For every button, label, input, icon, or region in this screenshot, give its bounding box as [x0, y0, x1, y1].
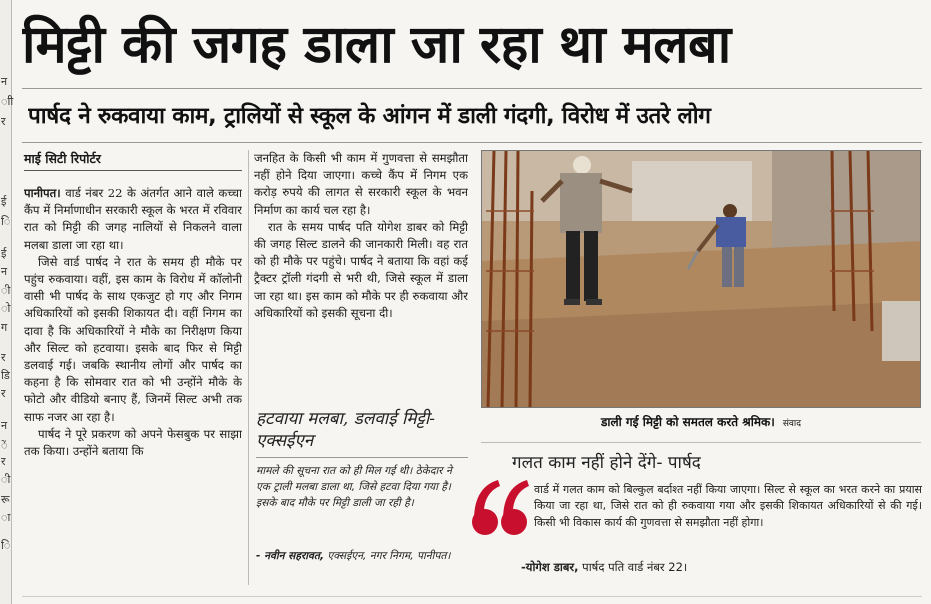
photo-caption	[481, 412, 921, 434]
column-divider	[248, 150, 249, 585]
sidebar-title: हटवाया मलबा, डलवाई मिट्टी- एक्सईएन	[256, 409, 435, 451]
paragraph: जिसे वार्ड पार्षद ने रात के समय ही मौके पर पहुंच रुकवाया। वहीं, इस काम के विरोध में कॉलोनी वासी भी पार्षद के साथ एकजुट हो गए और निगम अधिकारियों को इसकी शिकायत दी। वहीं निगम का दावा है कि अधिकारियों ने मौके का निरीक्षण किया और सिल्ट को हटवाया। इसके बाद फिर से मिट्टी डलवाई गई। जबकि स्थानीय लोगों और पार्षद का कहना है कि सोमवार रात को भी उन्होंने मौके के फोटो और वीडियो बनाए हैं, जिनमें सिल्ट अभी तक साफ नजर आ रहा है।	[24, 254, 242, 424]
dateline: पानीपत।	[24, 186, 61, 200]
divider	[22, 596, 922, 597]
quote-box-body: वार्ड में गलत काम को बिल्कुल बर्दाश्त नहीं किया जाएगा। सिल्ट से स्कूल का भरत करने का प्रयास किया जा रहा था, जिसे रात को ही रुकवाया गया और इसकी शिकायत अधिकारियों से की गई। किसी भी विकास कार्य की गुणवत्ता से समझौता नहीं होगा।	[534, 483, 922, 529]
edge-fragment: र	[1, 455, 6, 468]
edge-fragment: रू	[1, 493, 10, 506]
paragraph	[24, 185, 242, 254]
paragraph-text: वार्ड नंबर 22 के अंतर्गत आने वाले कच्चा कैंप में निर्माणाधीन सरकारी स्कूल के भरत में रविवार रात को मिट्टी की जगह नालियों से निकलने वाला मलबा डाला जा रहा था।	[24, 186, 242, 252]
quote-box-title: गलत काम नहीं होने देंगे- पार्षद	[512, 453, 701, 473]
subheadline: पार्षद ने रुकवाया काम, ट्रालियों से स्कूल के आंगन में डाली गंदगी, विरोध में उतरे लोग	[28, 103, 711, 129]
edge-fragment: ई	[1, 195, 7, 208]
divider	[22, 88, 922, 89]
photo-credit: संवाद	[782, 419, 802, 429]
sidebar-signature-name: - नवीन सहरावत,	[256, 550, 324, 562]
caption-text: डाली गई मिट्टी को समतल करते श्रमिक।	[600, 415, 775, 429]
edge-fragment: ि	[1, 215, 11, 228]
paragraph: पार्षद ने पूरे प्रकरण को अपने फेसबुक पर साझा तक किया। उन्होंने बताया कि	[24, 426, 242, 459]
divider	[24, 170, 242, 171]
edge-fragment: न	[1, 419, 8, 432]
edge-fragment: ें	[1, 439, 8, 452]
divider	[256, 457, 468, 458]
quote-signature-role: पार्षद पति वार्ड नंबर 22।	[582, 560, 688, 574]
article-column-2	[254, 150, 468, 405]
paragraph: रात के समय पार्षद पति योगेश डाबर को मिट्टी की जगह सिल्ट डालने की जानकारी मिली। वह रात को ही मौके पर पहुंचे। पार्षद ने बताया कि वहां कई ट्रैक्टर ट्रॉली गंदगी से भरी थी, जिसे स्कूल में डाला जा रहा था। इस काम को मौके पर ही रुकवाया और अधिकारियों को इसकी सूचना दी।	[254, 219, 468, 320]
quote-signature-name: -योगेश डाबर,	[521, 560, 579, 574]
adjacent-article-edge	[0, 0, 12, 604]
edge-fragment: ई	[1, 247, 7, 260]
edge-fragment: ाे	[1, 302, 11, 315]
news-photo	[481, 150, 921, 408]
quote-box-signature	[521, 558, 921, 576]
divider	[481, 442, 921, 443]
edge-fragment: ग	[1, 321, 8, 334]
edge-fragment: ी	[1, 284, 11, 297]
edge-fragment: न	[1, 265, 8, 278]
headline: मिट्टी की जगह डाला जा रहा था मलबा	[22, 15, 731, 75]
edge-fragment: ी	[1, 473, 11, 486]
paragraph: जनहित के किसी भी काम में गुणवत्ता से समझौता नहीं होने दिया जाएगा। कच्चे कैंप में निगम एक करोड़ रुपये की लागत से सरकारी स्कूल के भवन निर्माण का कार्य चल रहा है।	[254, 151, 468, 217]
edge-fragment: डि	[1, 369, 10, 382]
divider	[22, 142, 922, 143]
sidebar-signature	[256, 548, 468, 564]
byline: माई सिटी रिपोर्टर	[24, 151, 101, 166]
sidebar-signature-role: एक्सईएन, नगर निगम, पानीपत।	[327, 550, 451, 562]
edge-fragment: ि	[1, 539, 11, 552]
edge-fragment: न	[1, 75, 8, 88]
article-column-1	[24, 185, 242, 585]
construction-site-illustration	[482, 151, 921, 408]
edge-fragment: र	[1, 387, 6, 400]
edge-fragment: ा	[1, 511, 11, 524]
edge-fragment: र	[1, 351, 6, 364]
edge-fragment: र	[1, 115, 6, 128]
sidebar-body: मामले की सूचना रात को ही मिल गई थी। ठेकेदार ने एक ट्राली मलबा डाला था, जिसे हटवा दिया गया है। इसके बाद मौके पर मिट्टी डाली जा रही है।	[256, 465, 452, 509]
edge-fragment: ाी	[1, 95, 14, 108]
quotation-mark-icon	[470, 470, 530, 560]
